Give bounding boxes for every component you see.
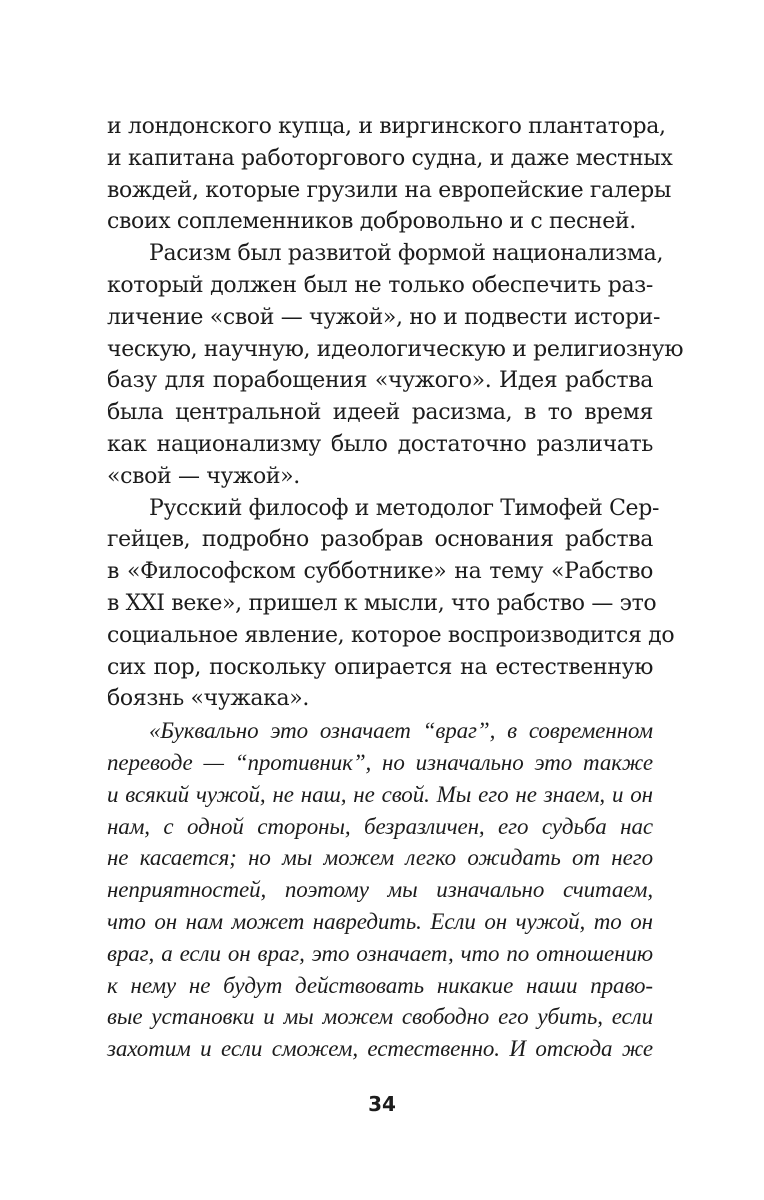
- text-line: как национализму было достаточно различать: [107, 431, 653, 457]
- text-line: в XXI веке», пришел к мысли, что рабство — это: [107, 590, 657, 616]
- text-line: Русский философ и методолог Тимофей Сер-: [149, 495, 660, 521]
- text-line: базу для порабощения «чужого». Идея рабства: [107, 368, 653, 394]
- paragraph-1: [107, 111, 673, 238]
- text-line: социальное явление, которое воспроизводится до: [107, 622, 675, 648]
- text-line: который должен был не только обеспечить раз-: [107, 272, 653, 298]
- text-line: захотим и если сможем, естественно. И отсюда же: [107, 1036, 653, 1062]
- page-number: 34: [368, 1092, 396, 1116]
- quote-paragraph: [107, 715, 653, 1065]
- text-line: личение «свой — чужой», но и подвести истори-: [107, 304, 661, 330]
- text-line: и всякий чужой, не наш, не свой. Мы его не знаем, и он: [107, 781, 653, 807]
- text-line: была центральной идеей расизма, в то время: [107, 400, 653, 426]
- paragraph-3: [107, 493, 675, 716]
- text-line: боязнь «чужака».: [107, 686, 310, 712]
- text-line: «Буквально это означает “враг”, в современном: [149, 718, 653, 744]
- text-line: в «Философском субботнике» на тему «Рабство: [107, 559, 653, 585]
- text-line: и лондонского купца, и виргинского плантатора,: [107, 114, 666, 139]
- text-line: что он нам может навредить. Если он чужой, то он: [107, 908, 653, 934]
- paragraph-2: [107, 238, 684, 492]
- text-line: своих соплеменников добровольно и с песней.: [107, 209, 636, 235]
- text-line: переводе — “противник”, но изначально это также: [107, 749, 653, 775]
- text-line: и капитана работоргового судна, и даже местных: [107, 145, 673, 171]
- text-line: ческую, научную, идеологическую и религиозную: [107, 336, 684, 362]
- text-line: нам, с одной стороны, безразличен, его судьба нас: [107, 813, 653, 839]
- text-line: к нему не будут действовать никакие наши право-: [107, 972, 653, 998]
- page-body: [107, 111, 684, 1065]
- text-line: вождей, которые грузили на европейские галеры: [107, 177, 672, 203]
- text-line: не касается; но мы можем легко ожидать от него: [107, 845, 653, 871]
- text-line: сих пор, поскольку опирается на естественную: [107, 654, 653, 680]
- text-line: вые установки и мы можем свободно его убить, если: [107, 1004, 653, 1030]
- text-line: «свой — чужой».: [107, 463, 300, 489]
- text-line: Расизм был развитой формой национализма,: [149, 241, 664, 267]
- text-line: враг, а если он враг, это означает, что по отношению: [107, 940, 653, 966]
- text-line: гейцев, подробно разобрав основания рабства: [107, 527, 653, 553]
- text-line: неприятностей, поэтому мы изначально считаем,: [107, 877, 653, 903]
